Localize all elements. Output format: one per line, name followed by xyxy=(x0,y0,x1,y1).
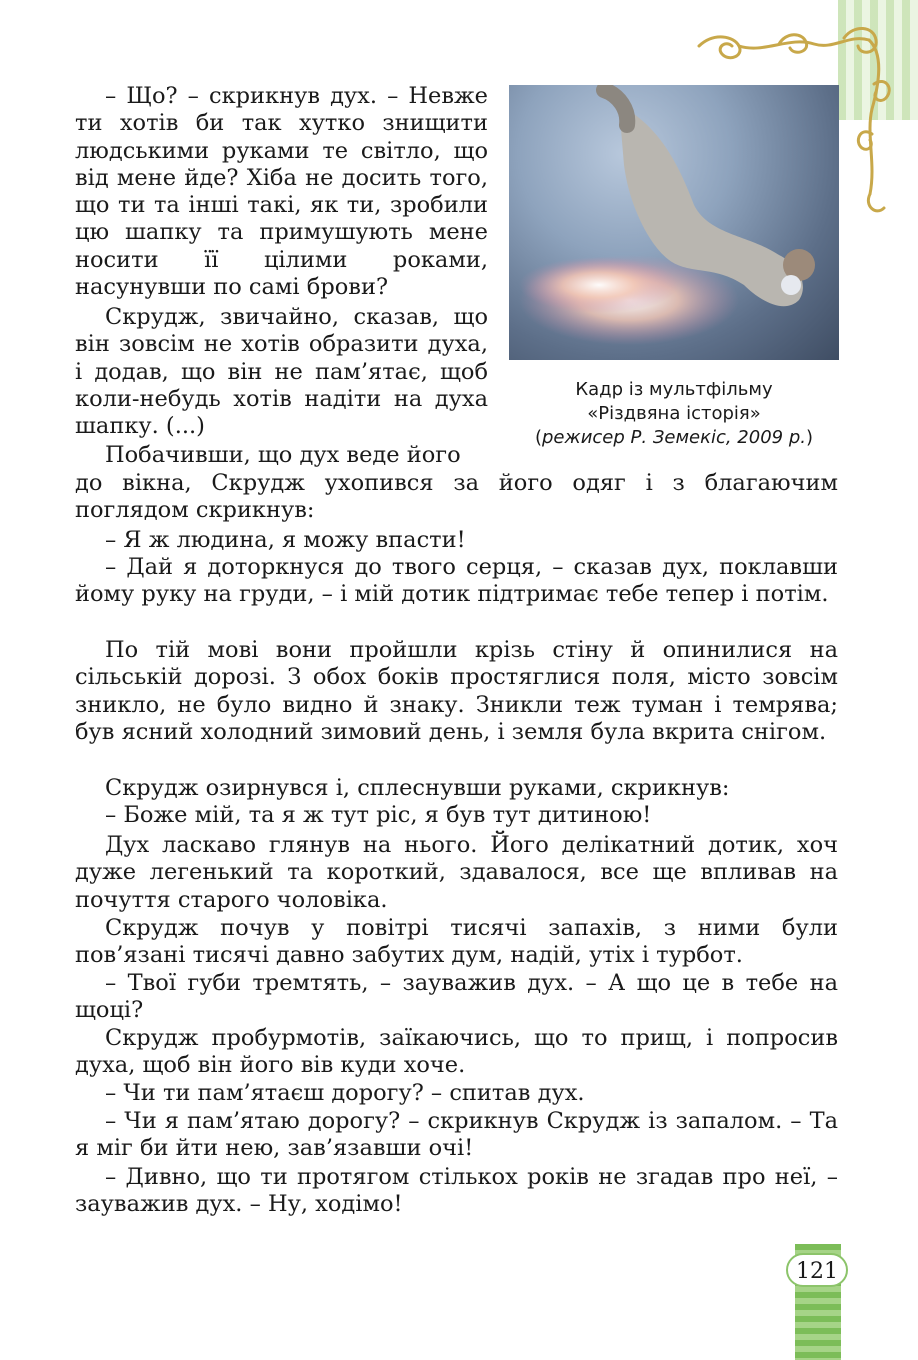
caption-line-3 xyxy=(504,426,844,450)
figure-caption xyxy=(504,378,844,450)
page-number: 121 xyxy=(786,1253,848,1287)
paragraph-3-cont: до вікна, Скрудж ухопився за його одяг і з благаючим поглядом скрикнув: xyxy=(75,470,838,524)
caption-line-2: «Різдвяна історія» xyxy=(587,403,761,424)
paragraph-15: – Дивно, що ти протягом стількох років не згадав про неї, – зауважив дух. – Ну, ходімо! xyxy=(75,1164,838,1218)
paragraph-1: – Що? – скрикнув дух. – Невже ти хотів би так хутко знищити людськими руками те світло, що від мене йде? Хіба не досить того, що ти та інші такі, як ти, зробили цю шапку та примушують мене носити її цілими роками, насунувши по самі брови? xyxy=(75,83,488,301)
paragraph-12: Скрудж пробурмотів, заїкаючись, що то прищ, і попросив духа, щоб він його вів куди хоче. xyxy=(75,1025,838,1079)
paragraph-14: – Чи я пам’ятаю дорогу? – скрикнув Скрудж із запалом. – Та я міг би йти нею, зав’язавши очі! xyxy=(75,1108,838,1162)
film-still-image xyxy=(509,85,839,360)
caption-close-paren: ) xyxy=(806,427,814,448)
paragraph-2: Скрудж, звичайно, сказав, що він зовсім не хотів образити духа, і додав, що він не пам’ятає, щоб коли-небудь хотів надіти на духа шапку. (...) xyxy=(75,304,488,440)
paragraph-6: По тій мові вони пройшли крізь стіну й опинилися на сільській дорозі. З обох боків простяглися поля, місто зовсім зникло, не було видно й знаку. Зникли теж туман і темрява; був ясний холодний зимовий день, і земля була вкрита снігом. xyxy=(75,637,838,745)
paragraph-3-start: Побачивши, що дух веде його xyxy=(105,442,461,468)
paragraph-7: Скрудж озирнувся і, сплеснувши руками, скрикнув: xyxy=(105,775,730,801)
paragraph-10: Скрудж почув у повітрі тисячі запахів, з ними були пов’язані тисячі давно забутих дум, надій, утіх і турбот. xyxy=(75,915,838,969)
paragraph-13: – Чи ти пам’ятаєш дорогу? – спитав дух. xyxy=(105,1080,585,1106)
paragraph-9: Дух ласкаво глянув на нього. Його делікатний дотик, хоч дуже легенький та короткий, здавалося, все ще впливав на почуття старого чоловіка. xyxy=(75,832,838,913)
paragraph-5: – Дай я доторкнуся до твого серця, – сказав дух, поклавши йому руку на груди, – і мій дотик підтримає тебе тепер і потім. xyxy=(75,554,838,608)
paragraph-4: – Я ж людина, я можу впасти! xyxy=(105,527,466,553)
caption-line-1: Кадр із мультфільму xyxy=(575,379,773,400)
caption-open-paren: ( xyxy=(534,427,542,448)
paragraph-11: – Твої губи тремтять, – зауважив дух. – А що це в тебе на щоці? xyxy=(75,970,838,1024)
paragraph-8: – Боже мій, та я ж тут ріс, я був тут дитиною! xyxy=(105,802,652,828)
caption-director: режисер Р. Земекіс, 2009 р. xyxy=(542,427,806,448)
